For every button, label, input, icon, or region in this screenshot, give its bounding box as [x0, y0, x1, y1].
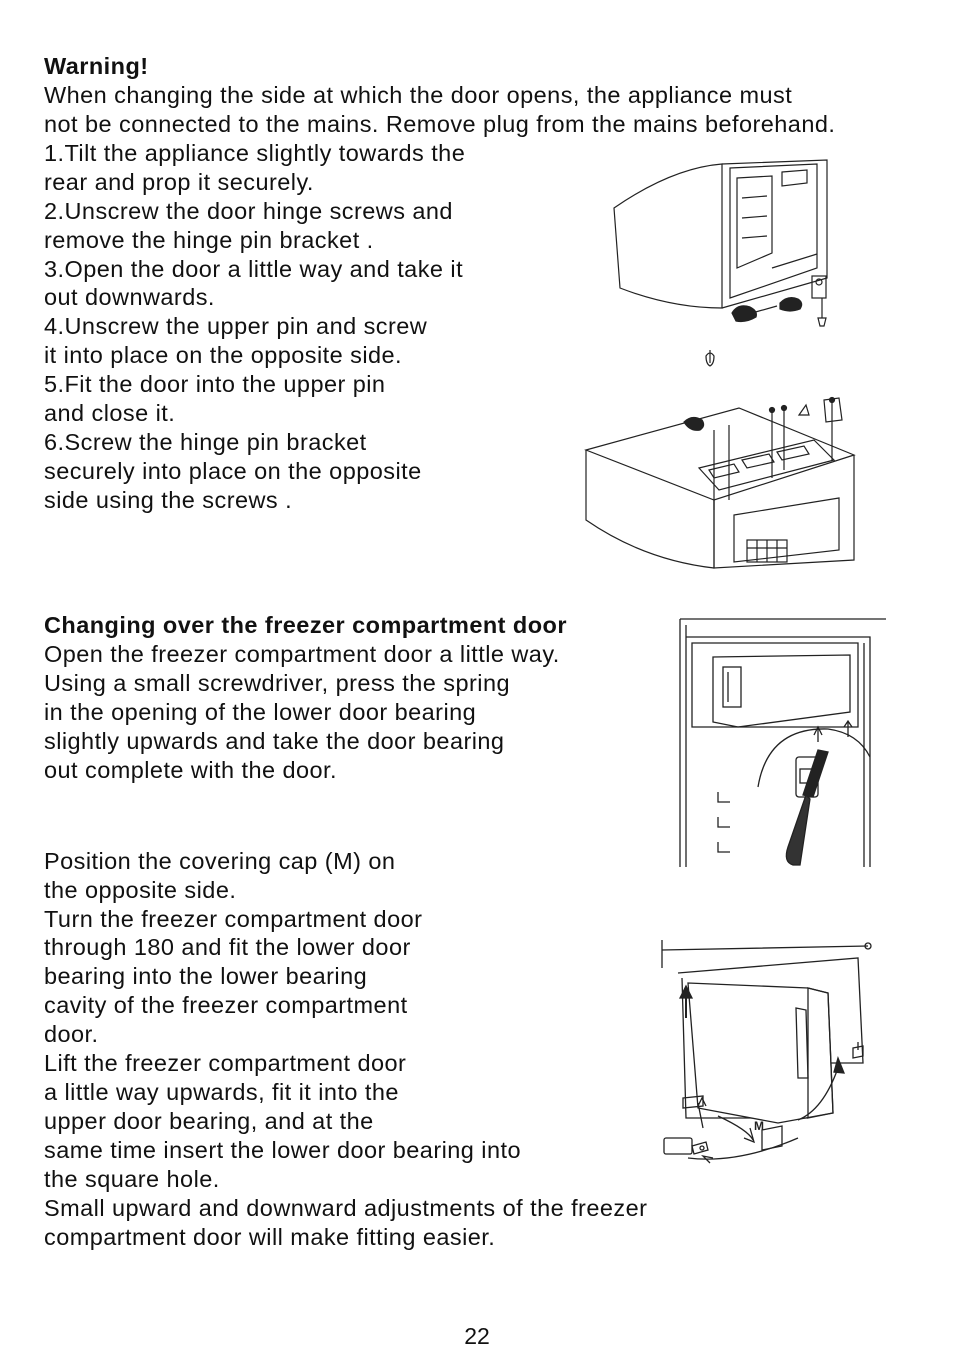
freezer-para2-line: a little way upwards, fit it into the: [44, 1079, 399, 1105]
freezer-door-removal-illustration: [678, 617, 888, 869]
step-line: 4.Unscrew the upper pin and screw: [44, 313, 428, 339]
warning-heading: Warning!: [44, 53, 149, 79]
freezer-door-refit-illustration: [658, 938, 878, 1168]
freezer-heading: Changing over the freezer compartment door: [44, 612, 567, 638]
freezer-para2-line: door.: [44, 1021, 99, 1047]
freezer-para1-line: in the opening of the lower door bearing: [44, 699, 477, 725]
step-line: 5.Fit the door into the upper pin: [44, 371, 386, 397]
step-line: and close it.: [44, 400, 176, 426]
freezer-para2-line: compartment door will make fitting easier.: [44, 1224, 496, 1250]
freezer-para2-line: Small upward and downward adjustments of the freezer: [44, 1195, 648, 1221]
page-number: 22: [464, 1323, 490, 1349]
step-line: 2.Unscrew the door hinge screws and: [44, 198, 453, 224]
freezer-para1-line: out complete with the door.: [44, 757, 338, 783]
step-line: 3.Open the door a little way and take it: [44, 256, 464, 282]
step-line: side using the screws .: [44, 487, 293, 513]
hinge-removal-illustration: [612, 158, 842, 373]
step-line: 6.Screw the hinge pin bracket: [44, 429, 367, 455]
freezer-para2-line: through 180 and fit the lower door: [44, 934, 411, 960]
step-line: rear and prop it securely.: [44, 169, 314, 195]
freezer-para2-line: bearing into the lower bearing: [44, 963, 368, 989]
step-line: securely into place on the opposite: [44, 458, 422, 484]
warning-intro-line-2: not be connected to the mains. Remove plug from the mains beforehand.: [44, 111, 836, 137]
step-line: 1.Tilt the appliance slightly towards the: [44, 140, 466, 166]
warning-intro-line-1: When changing the side at which the door opens, the appliance must: [44, 82, 793, 108]
freezer-para1-line: Open the freezer compartment door a little way.: [44, 641, 560, 667]
freezer-para2-line: the opposite side.: [44, 877, 237, 903]
cap-m-label: M: [754, 1119, 764, 1133]
freezer-para1-line: Using a small screwdriver, press the spring: [44, 670, 511, 696]
step-line: it into place on the opposite side.: [44, 342, 403, 368]
freezer-para2-line: cavity of the freezer compartment: [44, 992, 408, 1018]
step-line: remove the hinge pin bracket .: [44, 227, 374, 253]
top-hinge-illustration: [584, 390, 859, 575]
step-line: out downwards.: [44, 284, 215, 310]
freezer-para2-line: Lift the freezer compartment door: [44, 1050, 407, 1076]
freezer-para1-line: slightly upwards and take the door bearing: [44, 728, 505, 754]
freezer-para2-line: Position the covering cap (M) on: [44, 848, 396, 874]
freezer-para2-line: Turn the freezer compartment door: [44, 906, 423, 932]
freezer-para2-line: the square hole.: [44, 1166, 220, 1192]
freezer-para2-line: upper door bearing, and at the: [44, 1108, 374, 1134]
freezer-para2-line: same time insert the lower door bearing into: [44, 1137, 521, 1163]
